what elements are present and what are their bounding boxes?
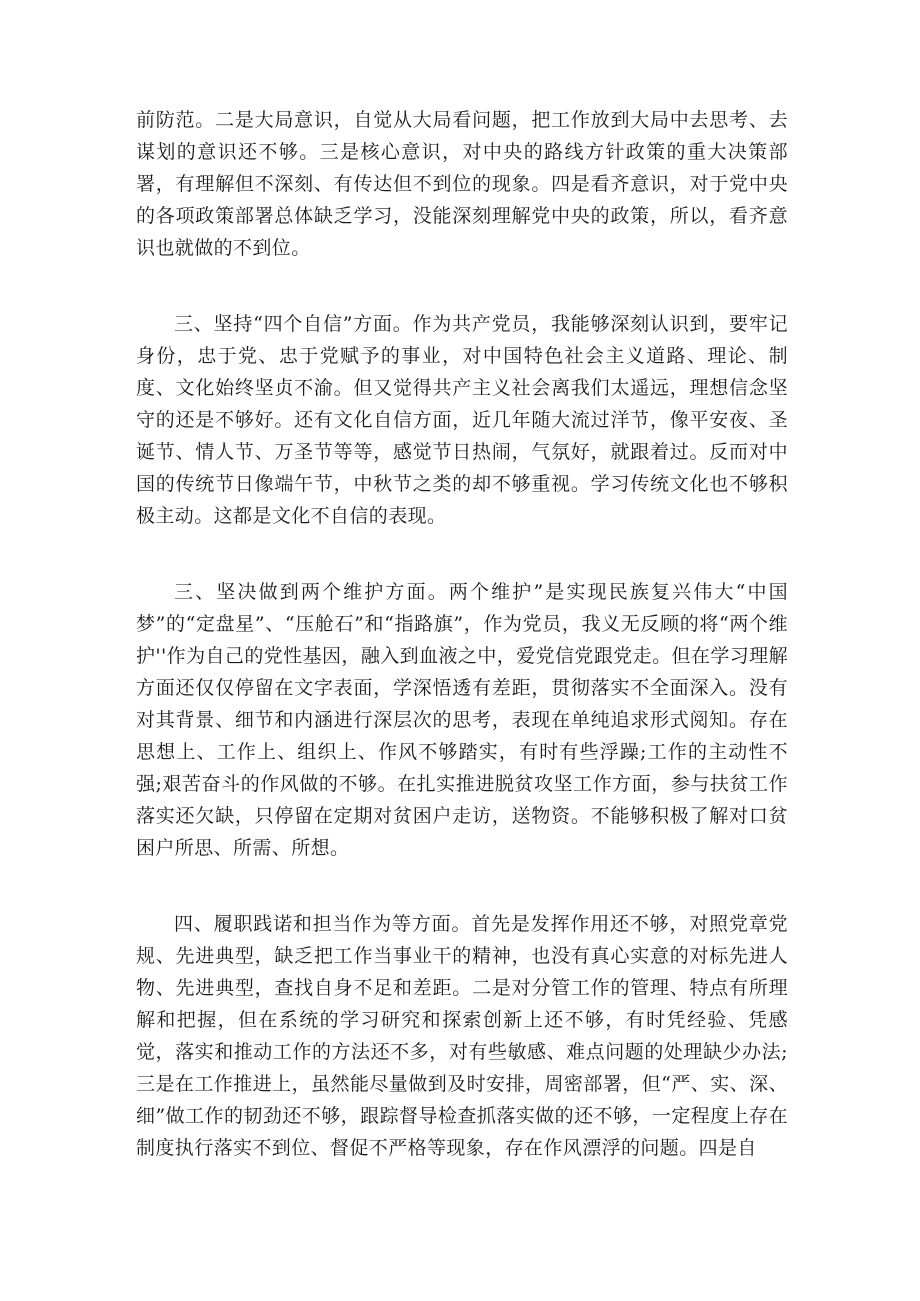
paragraph-3: 三、坚决做到两个维护方面。两个维护”是实现民族复兴伟大“中国梦”的“定盘星”、“压舱石”和“指路旗”，作为党员，我义无反顾的将“两个维护''作为自己的党性基因，融入到血液之中，爱党信党跟党走。但在学习理解方面还仅仅停留在文字表面，学深悟透有差距，贯彻落实不全面深入。没有对其背景、细节和内涵进行深层次的思考，表现在单纯追求形式阅知。存在思想上、工作上、组织上、作风不够踏实，有时有些浮躁;工作的主动性不强;艰苦奋斗的作风做的不够。在扎实推进脱贫攻坚工作方面，参与扶贫工作落实还欠缺，只停留在定期对贫困户走访，送物资。不能够积极了解对口贫困户所思、所需、所想。 — [136, 581, 788, 859]
paragraph-1: 前防范。二是大局意识，自觉从大局看问题，把工作放到大局中去思考、去谋划的意识还不够。三是核心意识，对中央的路线方针政策的重大决策部署，有理解但不深刻、有传达但不到位的现象。四是看齐意识，对于党中央的各项政策部署总体缺乏学习，没能深刻理解党中央的政策，所以，看齐意识也就做的不到位。 — [136, 109, 788, 259]
paragraph-4: 四、履职践诺和担当作为等方面。首先是发挥作用还不够，对照党章党规、先进典型，缺乏把工作当事业干的精神，也没有真心实意的对标先进人物、先进典型，查找自身不足和差距。二是对分管工作的管理、特点有所理解和把握，但在系统的学习研究和探索创新上还不够，有时凭经验、凭感觉，落实和推动工作的方法还不多，对有些敏感、难点问题的处理缺少办法;三是在工作推进上，虽然能尽量做到及时安排，周密部署，但“严、实、深、细”做工作的韧劲还不够，跟踪督导检查抓落实做的还不够，一定程度上存在制度执行落实不到位、督促不严格等现象，存在作风漂浮的问题。四是自 — [136, 913, 788, 1159]
paragraph-2: 三、坚持“四个自信”方面。作为共产党员，我能够深刻认识到，要牢记身份，忠于党、忠于党赋予的事业，对中国特色社会主义道路、理论、制度、文化始终坚贞不渝。但又觉得共产主义社会离我们太遥远，理想信念坚守的还是不够好。还有文化自信方面，近几年随大流过洋节，像平安夜、圣诞节、情人节、万圣节等等，感觉节日热闹，气氛好，就跟着过。反而对中国的传统节日像端午节，中秋节之类的却不够重视。学习传统文化也不够积极主动。这都是文化不自信的表现。 — [136, 313, 788, 527]
document-body — [136, 104, 788, 1208]
